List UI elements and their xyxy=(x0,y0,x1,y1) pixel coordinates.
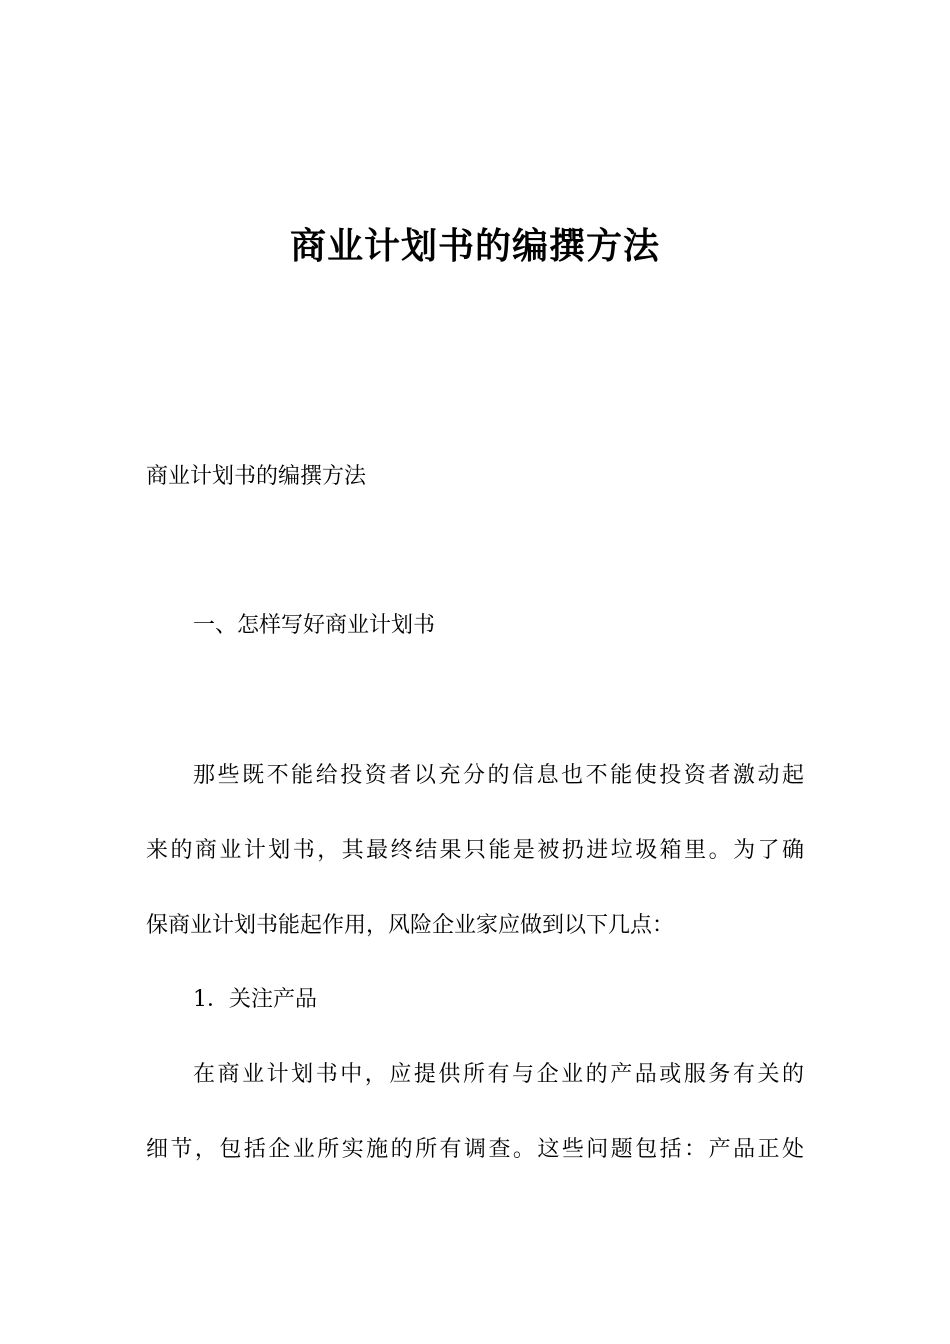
paragraph-line: 来的商业计划书，其最终结果只能是被扔进垃圾箱里。为了确 xyxy=(146,838,804,863)
paragraph-line: 那些既不能给投资者以充分的信息也不能使投资者激动起 xyxy=(193,763,804,788)
document-title: 商业计划书的编撰方法 xyxy=(289,226,660,267)
paragraph-line: 保商业计划书能起作用，风险企业家应做到以下几点： xyxy=(146,913,675,938)
paragraph-line: 在商业计划书中，应提供所有与企业的产品或服务有关的 xyxy=(193,1062,804,1087)
subsection-heading: 1．关注产品 xyxy=(193,987,317,1012)
paragraph-line: 细节，包括企业所实施的所有调查。这些问题包括：产品正处 xyxy=(146,1137,804,1162)
section-heading: 一、怎样写好商业计划书 xyxy=(193,613,436,638)
document-subtitle: 商业计划书的编撰方法 xyxy=(146,464,367,489)
